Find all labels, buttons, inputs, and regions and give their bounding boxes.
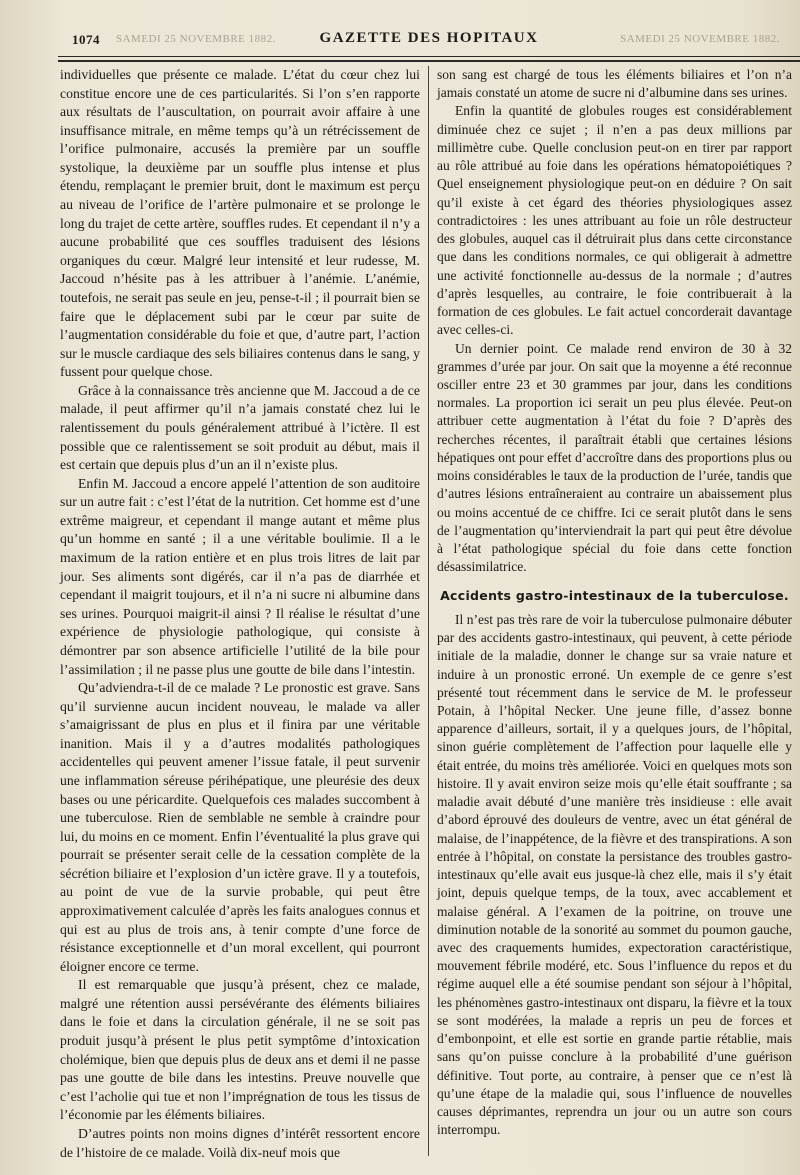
page-number: 1074 — [72, 32, 100, 47]
paragraph: Il n’est pas très rare de voir la tuberculose pulmonaire débuter par des accidents gastro-intestinaux, qui peuvent, à cette période initiale de la maladie, donner le change sur sa vraie nature et induire à un pronostic erroné. Un exemple de ce genre s’est présenté tout récemment dans le service de M. le professeur Potain, à l’hôpital Necker. Une jeune fille, d’assez bonne apparence d’ailleurs, sortait, il y a quelques jours, de l’hôpital, sinon guérie complètement de l’affection pour laquelle elle y était entrée, du moins très améliorée. Voici en quelques mots son histoire. Il y avait environ seize mois qu’elle était souffrante ; sa maladie avait débuté d’une manière très insidieuse : elle avait d’abord éprouvé des douleurs de ventre, avec un état général de malaise, de l’inappétence, de la fièvre et des transpirations. A son entrée à l’hôpital, on constate la persistance des troubles gastro-intestinaux qu’elle avait eus jusque-là chez elle, mais il s’y était joint, depuis quelque temps, de la toux, avec accablement et malaise général. A l’examen de la poitrine, on trouve une diminution notable de la sonorité au sommet du poumon gauche, avec des craquements humides, expectoration caractéristique, mouvement fébrile modéré, etc. Sous l’influence du repos et du régime auquel elle a été soumise pendant son séjour à l’hôpital, les phénomènes gastro-intestinaux ont disparu, la fièvre et la toux se sont modérées, la malade a repris un peu de forces et d’embonpoint, et elle est sortie en grande partie rétablie, mais sans qu’on puisse conclure à la probabilité d’une guérison définitive. Tout porte, au contraire, à penser que ce n’est là qu’une étape de la maladie qui, sous l’influence de nouvelles causes déprimantes, reprendra un jour ou un autre son cours interrompu. — [437, 611, 792, 1138]
left-column — [60, 66, 420, 1162]
bleed-through-date-right: SAMEDI 25 NOVEMBRE 1882. — [620, 33, 780, 45]
header-rule-thin — [58, 56, 800, 57]
paragraph: son sang est chargé de tous les éléments biliaires et l’on n’a jamais constaté un atome de sucre ni d’albumine dans ses urines. — [437, 67, 792, 101]
paragraph: individuelles que présente ce malade. L’état du cœur chez lui constitue encore une de ces particularités. Si l’on s’en rapporte aux résultats de l’auscultation, on pourrait avoir affaire à une insuffisance mitrale, en même temps qu’à un rétrécissement de l’orifice pulmonaire, accusés la première par un souffle systolique, la deuxième par un souffle plus intense et plus étendu, remplaçant le premier bruit, dont le maximum est perçu au niveau de l’orifice de l’artère pulmonaire et se prolonge le long du trajet de cette artère, souffles rudes. Et cependant il n’y a aucune probabilité que ces souffles traduisent des lésions organiques du cœur. Malgré leur intensité et leur rudesse, M. Jaccoud n’hésite pas à les attribuer à l’anémie. L’anémie, toutefois, ne serait pas seule en jeu, pense-t-il ; il pourrait bien se faire que le déplacement subi par le cœur par suite de l’augmentation considérable du foie et que, d’autre part, l’action sur le muscle cardiaque des sels biliaires contenus dans le sang, y fussent pour quelque chose. — [60, 67, 420, 380]
header-rule-thick — [58, 60, 800, 62]
journal-title: GAZETTE DES HOPITAUX — [319, 30, 539, 46]
column-divider — [428, 66, 429, 1156]
paragraph: Enfin la quantité de globules rouges est considérablement diminuée chez ce sujet ; il n’en a pas deux millions par millimètre cube. Quelle conclusion peut-on en tirer par rapport au rôle attribué au foie dans les opérations hématopoiétiques ? Quel enseignement physiologique peut-on en déduire ? On sait qu’il existe à cet égard des théories physiologiques assez contradictoires : les unes attribuant au foie un rôle destructeur des globules, auquel cas il détruirait plus dans cette circonstance que dans les conditions normales, ce qui obligerait à admettre une activité fonctionnelle au-dessus de la normale ; d’autres d’après lesquelles, au contraire, le foie contribuerait à la formation de ces globules. Le fait actuel concorderait davantage avec celles-ci. — [437, 103, 792, 338]
section-heading: Accidents gastro-intestinaux de la tuberculose. — [440, 587, 789, 603]
paragraph: Qu’adviendra-t-il de ce malade ? Le pronostic est grave. Sans qu’il survienne aucun incident nouveau, le malade va aller s’amaigrissant de plus en plus et il finira par une véritable inanition. Mais il y a d’autres modalités pathologiques accidentelles qui peuvent amener l’issue fatale, il peut survenir une inflammation séreuse périhépatique, une pleurésie des deux bases ou une péricardite. Quelquefois ces malades succombent à une tuberculose. Rien de semblable ne semble à craindre pour lui, du moins en ce moment. Enfin l’éventualité la plus grave qui pourrait se présenter serait celle de la cessation complète de la sécrétion biliaire et l’explosion d’un ictère grave. Il y a toutefois, au point de vue de la survie probable, qui peut être approximativement calculée d’après les faits analogues connus et qui est au plus de trois ans, à tenir compte d’une force de résistance exceptionnelle et d’un moral excellent, qui pourront éloigner encore ce terme. — [60, 680, 420, 974]
page-header — [58, 26, 800, 56]
paragraph: Grâce à la connaissance très ancienne que M. Jaccoud a de ce malade, il peut affirmer qu’il n’a jamais constaté chez lui le ralentissement du pouls généralement attribué à l’ictère. Il est possible que ce ralentissement se soit produit au début, mais il est certain que depuis plus d’un an il n’existe plus. — [60, 382, 420, 473]
bleed-through-date-left: SAMEDI 25 NOVEMBRE 1882. — [116, 33, 276, 45]
paragraph: D’autres points non moins dignes d’intérêt ressortent encore de l’histoire de ce malade. Voilà dix-neuf mois que — [60, 1125, 420, 1160]
paragraph: Un dernier point. Ce malade rend environ de 30 à 32 grammes d’urée par jour. On sait que la moyenne a été reconnue osciller entre 23 et 30 grammes par jour, dans les conditions normales. La proportion ici serait un peu plus élevée. Peut-on attribuer cette augmentation à l’état du foie ? D’après des recherches récentes, il paraîtrait établi que certaines lésions hépatiques ont pour effet d’accroître dans des proportions plus ou moins considérables le taux de la production de l’urée, tandis que d’autres lésions entraîneraient au contraire un abaissement plus ou moins accentué de ce chiffre. Ici ce serait plutôt dans le sens de l’augmentation qu’interviendrait la part qui peut être dévolue à l’état pathologique spécial du foie dans cette fonction désassimilatrice. — [437, 340, 792, 575]
paragraph: Il est remarquable que jusqu’à présent, chez ce malade, malgré une rétention aussi persévérante des éléments biliaires dans le foie et dans la circulation générale, il ne se soit pas produit jusqu’à présent le plus petit symptôme d’intoxication cholémique, bien que depuis plus de deux ans et demi il ne passe pas une goutte de bile dans les intestins. Preuve nouvelle que c’est l’acholie qui tue et non l’imprégnation de tous les tissus de l’économie par les éléments biliaires. — [60, 977, 420, 1123]
paragraph: Enfin M. Jaccoud a encore appelé l’attention de son auditoire sur un autre fait : c’est l’état de la nutrition. Cet homme est d’une extrême maigreur, et cependant il mange autant et même plus qu’un homme en santé ; il a une véritable boulimie. Il a le maximum de la ration entière et en plus trois litres de lait par jour. Ses aliments sont digérés, car il n’a pas de diarrhée et cependant il maigrit toujours, et il n’a ni sucre ni albumine dans ses urines. Pourquoi maigrit-il ainsi ? Il réalise le résultat d’une expérience de physiologie pathologique, qui consiste à démontrer par son absence artificielle l’utilité de la bile pour l’assimilation ; il ne passe plus une goutte de bile dans l’intestin. — [60, 475, 420, 677]
right-column — [437, 66, 792, 1140]
